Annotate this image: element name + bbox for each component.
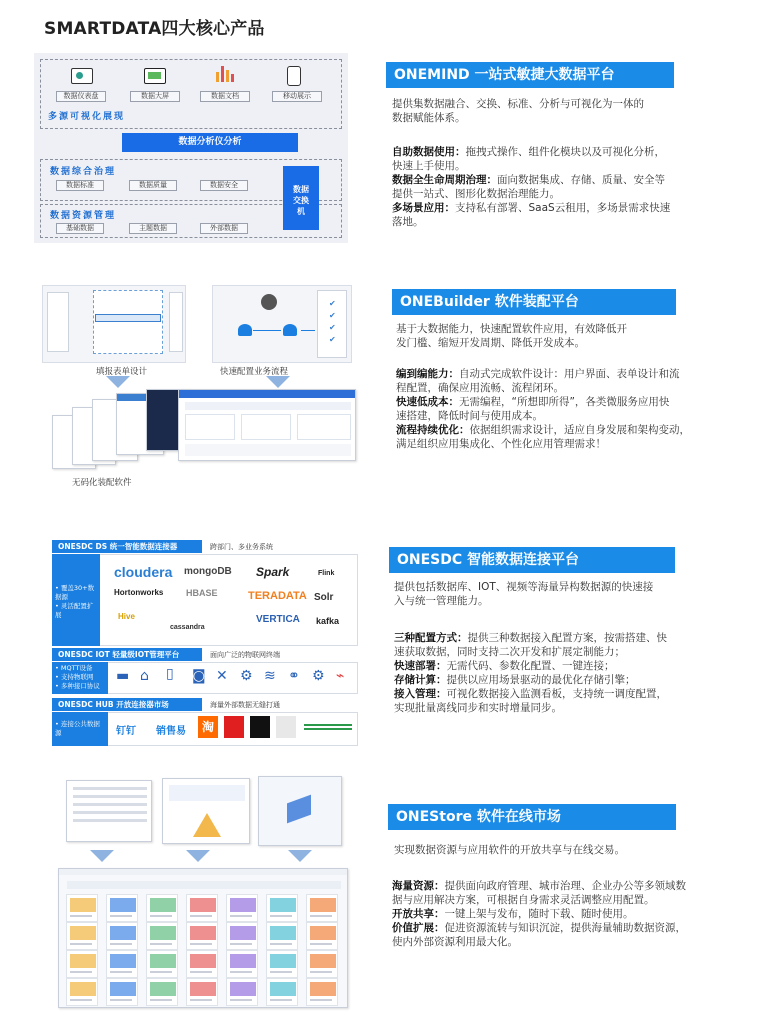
tools-icon: ✕ [216, 668, 228, 684]
feature-text: 提供三种数据接入配置方案，按需搭建、快 [467, 632, 667, 644]
analysis-bar: 数据分析仪分析 [122, 133, 298, 152]
section-2-header: ONEBuilder 软件装配平台 [392, 289, 676, 315]
label-form-design: 填报表单设计 [96, 367, 148, 377]
big-screen-icon [144, 68, 166, 84]
store-card-caption [270, 915, 292, 917]
logo-mongodb: mongoDB [184, 566, 232, 577]
store-screenshot [66, 780, 152, 842]
tiktok-logo-icon [250, 716, 270, 738]
feature-text: 落地。 [392, 216, 424, 228]
feature-title: 流程持续优化： [396, 424, 470, 436]
logo-teradata: TERADATA [248, 590, 307, 602]
store-card-image [310, 926, 336, 940]
feature-title: 开放共享： [392, 908, 445, 920]
store-card [66, 978, 98, 1006]
side-line: • 覆盖30+数据源 [55, 584, 95, 601]
desc-line: 实现数据资源与应用软件的开放共享与在线交易。 [394, 844, 625, 856]
feature-text: 提供面向政府管理、城市治理、企业办公等多领域数 [444, 880, 686, 892]
mobile-icon [287, 66, 301, 86]
store-card-caption [310, 999, 332, 1001]
store-card-image [190, 982, 216, 996]
store-card-caption [310, 915, 332, 917]
store-card-image [150, 898, 176, 912]
logo-hortonworks: Hortonworks [114, 588, 164, 597]
store-card-caption [190, 915, 212, 917]
governance-item-1: 数据标准 [56, 180, 104, 191]
store-card [306, 978, 338, 1006]
side-line: • 支持物联网 [55, 673, 94, 681]
store-card [66, 922, 98, 950]
onemind-diagram [34, 53, 348, 243]
store-card-caption [270, 971, 292, 973]
logo-kafka: kafka [316, 616, 340, 626]
label-assembly: 无码化装配软件 [72, 478, 132, 488]
logo-solr: Solr [314, 592, 334, 603]
feature-text: 自动式完成软件设计：用户界面、表单设计和流 [459, 368, 680, 380]
store-card-caption [70, 943, 92, 945]
feature-title: 海量资源： [392, 880, 445, 892]
store-card-caption [70, 915, 92, 917]
feature-title: 存储计算： [394, 674, 447, 686]
store-card-image [230, 954, 256, 968]
feature-text: 可视化数据接入监测看板，支持统一调度配置， [446, 688, 667, 700]
logo-spark: Spark [256, 565, 290, 579]
feature-title: 自助数据使用： [392, 146, 466, 158]
desc-line: 发门槛、缩短开发周期、降低开发成本。 [396, 337, 585, 349]
store-card [226, 950, 258, 978]
elastic-logo-icon [276, 716, 296, 738]
feature-text: 促进资源流转与知识沉淀，提供海量辅助数据资源， [444, 922, 686, 934]
store-card-caption [110, 915, 132, 917]
top-item-3: 数据文档 [200, 91, 250, 102]
store-card-caption [230, 999, 252, 1001]
side-line: • 多种接口协议 [55, 682, 100, 690]
onestore-diagram [58, 770, 348, 1010]
device-icon: ▯ [166, 666, 174, 682]
document-chart-icon [214, 66, 236, 82]
store-card-caption [310, 943, 332, 945]
store-card [266, 894, 298, 922]
store-card [306, 950, 338, 978]
store-card-image [310, 982, 336, 996]
feature-title: 快速部署： [394, 660, 447, 672]
store-card-caption [70, 999, 92, 1001]
store-card-image [190, 954, 216, 968]
top-item-1: 数据仪表盘 [56, 91, 106, 102]
feature-text: 提供一站式、图形化数据治理能力。 [392, 188, 560, 200]
arrow-down-icon [288, 850, 312, 862]
store-screenshot [258, 776, 342, 846]
feature-text: 面向数据集成、存储、质量、安全等 [497, 174, 665, 186]
section-1-desc [392, 97, 732, 125]
logo-cloudera: cloudera [114, 564, 173, 580]
side-line: • 连接公共数据源 [55, 720, 100, 737]
store-card-caption [230, 915, 252, 917]
resource-item-3: 外部数据 [200, 223, 248, 234]
logo-hbase: HBASE [186, 588, 218, 598]
gear-icon: ⚙ [240, 668, 253, 684]
governance-item-2: 数据质量 [129, 180, 177, 191]
onesdc-diagram [52, 540, 358, 750]
governance-title: 数据综合治理 [50, 167, 117, 177]
section-3-features [394, 631, 744, 715]
monitor-icon: ⌁ [336, 668, 345, 684]
feature-text: 使内外部资源利用最大化。 [392, 936, 518, 948]
form-design-panel [42, 285, 186, 363]
store-card [226, 894, 258, 922]
label-workflow: 快速配置业务流程 [220, 367, 289, 377]
store-card-image [270, 954, 296, 968]
store-card-caption [230, 971, 252, 973]
band-1-header: ONESDC DS 统一智能数据连接器 [52, 540, 202, 553]
store-card [66, 950, 98, 978]
store-card [306, 922, 338, 950]
store-card-image [190, 926, 216, 940]
store-card-caption [150, 915, 172, 917]
resource-item-1: 基础数据 [56, 223, 104, 234]
store-card [186, 978, 218, 1006]
top-item-4: 移动展示 [272, 91, 322, 102]
store-card [66, 894, 98, 922]
feature-text: 据与应用解决方案，可根据自身需求灵活调整应用配置。 [392, 894, 655, 906]
store-card-image [150, 982, 176, 996]
store-card-image [70, 926, 96, 940]
band-1-side [52, 554, 100, 646]
desc-line: 提供包括数据库、IOT、视频等海量异构数据源的快速接 [394, 581, 654, 593]
store-card [106, 894, 138, 922]
feature-title: 三种配置方式： [394, 632, 468, 644]
band-3-header: ONESDC HUB 开放连接器市场 [52, 698, 202, 711]
section-1-features [392, 145, 742, 229]
store-card-image [110, 982, 136, 996]
logo-cassandra: cassandra [170, 624, 205, 631]
store-card-image [110, 898, 136, 912]
band-2-header: ONESDC IOT 轻量级IOT管理平台 [52, 648, 202, 661]
logo-dingtalk: 钉钉 [116, 726, 136, 737]
feature-text: 速搭建，降低时间与使用成本。 [396, 410, 543, 422]
store-card-image [230, 982, 256, 996]
store-card-image [270, 926, 296, 940]
store-card-image [110, 926, 136, 940]
feature-title: 快速低成本： [396, 396, 459, 408]
feature-title: 接入管理： [394, 688, 447, 700]
store-card-image [230, 926, 256, 940]
store-screenshot [162, 778, 250, 844]
truck-icon: ▬ [116, 668, 130, 684]
feature-text: 程配置，确保应用流畅、流程闭环。 [396, 382, 564, 394]
side-line: • 灵活配置扩展 [55, 602, 94, 619]
desc-line: 基于大数据能力，快速配置软件应用，有效降低开 [396, 323, 627, 335]
store-card-image [270, 982, 296, 996]
arrow-down-icon [106, 376, 130, 388]
store-card-caption [150, 943, 172, 945]
store-card [266, 950, 298, 978]
exchange-box: 数据交换机 [283, 166, 319, 230]
workflow-panel: ✔ ✔ ✔ ✔ [212, 285, 352, 363]
onebuilder-diagram [34, 283, 354, 493]
feature-text: 无需编程，“所想即所得”，各类微服务应用快 [459, 396, 670, 408]
store-card-caption [110, 999, 132, 1001]
side-line: • MQTT设备 [55, 664, 93, 672]
logo-vertica: VERTICA [256, 614, 300, 625]
store-card-image [230, 898, 256, 912]
store-card [266, 978, 298, 1006]
settings-icon: ⚙ [312, 668, 325, 684]
desc-line: 提供集数据融合、交换、标准、分析与可视化为一体的 [392, 98, 644, 110]
band-2-note: 面向广泛的物联网终端 [210, 651, 280, 659]
store-card-image [110, 954, 136, 968]
store-card-image [310, 954, 336, 968]
store-card [106, 922, 138, 950]
store-card [186, 950, 218, 978]
section-4-header: ONEStore 软件在线市场 [388, 804, 676, 830]
resource-item-2: 主题数据 [129, 223, 177, 234]
store-card [226, 978, 258, 1006]
store-card-caption [110, 971, 132, 973]
store-card [146, 950, 178, 978]
logo-xiaoshouyi: 销售易 [156, 726, 186, 737]
store-card-caption [70, 971, 92, 973]
section-1-header: ONEMIND 一站式敏捷大数据平台 [386, 62, 674, 88]
arrow-down-icon [266, 376, 290, 388]
top-item-2: 数据大屏 [130, 91, 180, 102]
store-card [106, 978, 138, 1006]
store-card [186, 894, 218, 922]
store-card-caption [110, 943, 132, 945]
store-card-image [70, 954, 96, 968]
sensor-icon: ≋ [264, 668, 276, 684]
app-screenshot-main [178, 389, 356, 461]
store-card-caption [150, 999, 172, 1001]
store-card [106, 950, 138, 978]
desc-line: 数据赋能体系。 [392, 112, 466, 124]
store-card-caption [190, 971, 212, 973]
governance-item-3: 数据安全 [200, 180, 248, 191]
store-card-image [150, 954, 176, 968]
band-3-side [52, 712, 108, 746]
feature-text: 依据组织需求设计，适应自身发展和架构变动， [469, 424, 690, 436]
feature-title: 编到编能力： [396, 368, 459, 380]
logo-hive: Hive [118, 612, 135, 621]
feature-text: 拖拽式操作、组件化模块以及可视化分析， [465, 146, 665, 158]
band-1-note: 跨部门、多业务系统 [210, 543, 273, 551]
store-card-image [270, 898, 296, 912]
feature-text: 提供以应用场景驱动的最优化存储引擎； [446, 674, 636, 686]
store-card-image [70, 982, 96, 996]
store-card-image [70, 898, 96, 912]
section-2-features [396, 367, 746, 451]
store-card [266, 922, 298, 950]
feature-title: 价值扩展： [392, 922, 445, 934]
feature-title: 多场景应用： [392, 202, 455, 214]
store-card-caption [230, 943, 252, 945]
arrow-down-icon [90, 850, 114, 862]
feature-text: 满足组织应用集成化、个性化应用管理需求！ [396, 438, 606, 450]
page-title: SMARTDATA四大核心产品 [44, 19, 265, 39]
section-3-header: ONESDC 智能数据连接平台 [389, 547, 675, 573]
jd-logo-icon [224, 716, 244, 738]
resource-title: 数据资源管理 [50, 211, 117, 221]
store-card [306, 894, 338, 922]
store-card-caption [190, 999, 212, 1001]
store-card [226, 922, 258, 950]
feature-text: 支持私有部署、SaaS云租用，多场景需求快速 [455, 202, 671, 214]
band-3-note: 海量外部数据无缝打通 [210, 701, 280, 709]
store-card-caption [310, 971, 332, 973]
store-card [186, 922, 218, 950]
band-2-side [52, 662, 108, 694]
feature-text: 快速上手使用。 [392, 160, 466, 172]
visualization-title: 多源可视化展现 [48, 112, 126, 122]
store-card [146, 978, 178, 1006]
desc-line: 入与统一管理能力。 [394, 595, 489, 607]
section-2-desc [396, 322, 736, 350]
store-card [146, 894, 178, 922]
ai-icon: ⚭ [288, 668, 300, 684]
store-card-caption [270, 943, 292, 945]
store-card-caption [270, 999, 292, 1001]
store-card-caption [150, 971, 172, 973]
section-4-features [392, 879, 748, 949]
store-card-image [150, 926, 176, 940]
feature-title: 数据全生命周期治理： [392, 174, 497, 186]
home-icon: ⌂ [140, 668, 149, 684]
feature-text: 实现批量离线同步和实时增量同步。 [394, 702, 562, 714]
lucene-logo-icon [304, 724, 352, 730]
store-card-caption [190, 943, 212, 945]
section-3-desc [394, 580, 734, 608]
store-card-image [310, 898, 336, 912]
feature-text: 速获取数据，同时支持二次开发和扩展定制能力； [394, 646, 625, 658]
logo-flink: Flink [318, 570, 335, 577]
camera-icon: ◙ [192, 668, 206, 684]
logo-taobao: 淘 [198, 716, 218, 738]
section-4-desc [394, 843, 734, 857]
feature-text: 一键上架与发布，随时下载、随时使用。 [444, 908, 634, 920]
store-card [146, 922, 178, 950]
dashboard-icon [71, 68, 93, 84]
arrow-down-icon [186, 850, 210, 862]
store-card-image [190, 898, 216, 912]
feature-text: 无需代码、参数化配置、一键连接； [446, 660, 615, 672]
